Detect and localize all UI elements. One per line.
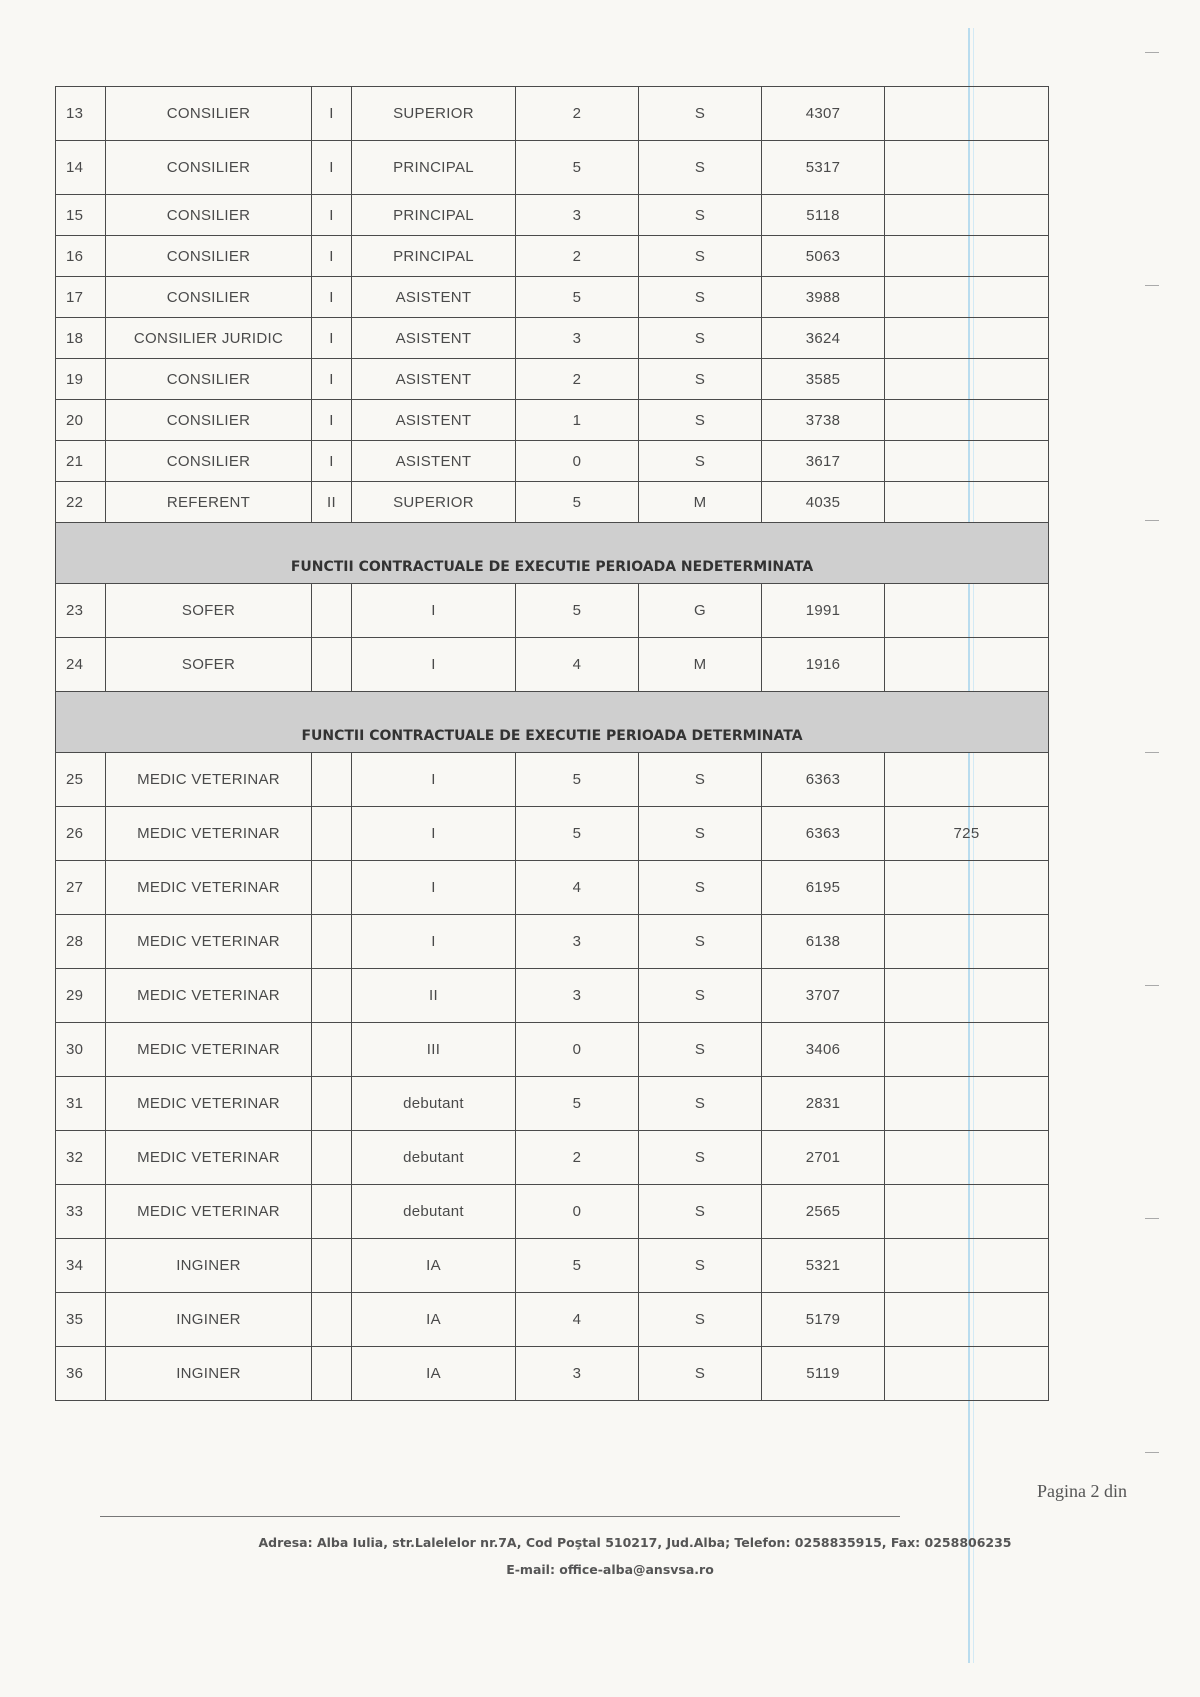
cell-grad: PRINCIPAL bbox=[352, 236, 516, 277]
cell-grad: ASISTENT bbox=[352, 318, 516, 359]
cell-gradatie: 2 bbox=[516, 359, 639, 400]
cell-nr: 35 bbox=[56, 1293, 106, 1347]
cell-extra bbox=[885, 87, 1049, 141]
cell-extra bbox=[885, 318, 1049, 359]
cell-gradatie: 3 bbox=[516, 1347, 639, 1401]
cell-nr: 28 bbox=[56, 915, 106, 969]
cell-functie: CONSILIER bbox=[106, 141, 312, 195]
cell-grad: debutant bbox=[352, 1185, 516, 1239]
cell-grad: I bbox=[352, 807, 516, 861]
cell-clasa: I bbox=[312, 441, 352, 482]
cell-salariu: 2831 bbox=[762, 1077, 885, 1131]
cell-studii: S bbox=[639, 1023, 762, 1077]
cell-functie: CONSILIER bbox=[106, 236, 312, 277]
table-row bbox=[56, 277, 1049, 318]
cell-clasa: I bbox=[312, 359, 352, 400]
table-row bbox=[56, 807, 1049, 861]
cell-studii: S bbox=[639, 969, 762, 1023]
cell-studii: S bbox=[639, 1347, 762, 1401]
section-header-row bbox=[56, 523, 1049, 584]
cell-nr: 20 bbox=[56, 400, 106, 441]
scan-mark bbox=[1145, 520, 1159, 521]
cell-gradatie: 4 bbox=[516, 861, 639, 915]
cell-nr: 23 bbox=[56, 584, 106, 638]
cell-extra bbox=[885, 1131, 1049, 1185]
cell-extra bbox=[885, 1293, 1049, 1347]
cell-studii: S bbox=[639, 1077, 762, 1131]
table-row bbox=[56, 1131, 1049, 1185]
cell-studii: M bbox=[639, 638, 762, 692]
cell-clasa: I bbox=[312, 141, 352, 195]
table-row bbox=[56, 236, 1049, 277]
cell-salariu: 3707 bbox=[762, 969, 885, 1023]
table-row bbox=[56, 1185, 1049, 1239]
cell-gradatie: 5 bbox=[516, 753, 639, 807]
table-row bbox=[56, 400, 1049, 441]
cell-gradatie: 5 bbox=[516, 807, 639, 861]
section-title: FUNCTII CONTRACTUALE DE EXECUTIE PERIOADA NEDETERMINATA bbox=[56, 523, 1049, 584]
cell-clasa bbox=[312, 1347, 352, 1401]
cell-studii: S bbox=[639, 318, 762, 359]
cell-gradatie: 5 bbox=[516, 141, 639, 195]
cell-clasa bbox=[312, 807, 352, 861]
cell-clasa: II bbox=[312, 482, 352, 523]
cell-extra bbox=[885, 753, 1049, 807]
cell-studii: S bbox=[639, 400, 762, 441]
cell-salariu: 3585 bbox=[762, 359, 885, 400]
table-row bbox=[56, 318, 1049, 359]
cell-salariu: 2701 bbox=[762, 1131, 885, 1185]
cell-clasa bbox=[312, 1239, 352, 1293]
cell-grad: debutant bbox=[352, 1131, 516, 1185]
cell-gradatie: 3 bbox=[516, 969, 639, 1023]
cell-salariu: 2565 bbox=[762, 1185, 885, 1239]
cell-studii: S bbox=[639, 1185, 762, 1239]
cell-nr: 25 bbox=[56, 753, 106, 807]
table-row bbox=[56, 861, 1049, 915]
cell-gradatie: 3 bbox=[516, 915, 639, 969]
cell-studii: S bbox=[639, 195, 762, 236]
cell-extra bbox=[885, 1239, 1049, 1293]
table-row bbox=[56, 584, 1049, 638]
cell-clasa bbox=[312, 584, 352, 638]
cell-functie: CONSILIER bbox=[106, 87, 312, 141]
salary-grid bbox=[55, 86, 1049, 1401]
cell-salariu: 6363 bbox=[762, 753, 885, 807]
cell-functie: CONSILIER bbox=[106, 195, 312, 236]
cell-clasa: I bbox=[312, 400, 352, 441]
cell-salariu: 5317 bbox=[762, 141, 885, 195]
cell-grad: ASISTENT bbox=[352, 400, 516, 441]
cell-functie: CONSILIER bbox=[106, 400, 312, 441]
cell-clasa bbox=[312, 915, 352, 969]
cell-salariu: 5063 bbox=[762, 236, 885, 277]
cell-nr: 15 bbox=[56, 195, 106, 236]
footer-email: E-mail: office-alba@ansvsa.ro bbox=[506, 1562, 714, 1577]
cell-nr: 14 bbox=[56, 141, 106, 195]
cell-gradatie: 1 bbox=[516, 400, 639, 441]
cell-clasa bbox=[312, 969, 352, 1023]
salary-table bbox=[55, 86, 1048, 1401]
cell-nr: 36 bbox=[56, 1347, 106, 1401]
cell-functie: MEDIC VETERINAR bbox=[106, 861, 312, 915]
footer-address: Adresa: Alba Iulia, str.Lalelelor nr.7A, Cod Poştal 510217, Jud.Alba; Telefon: 0258835915, Fax: 0258806235 bbox=[258, 1535, 1012, 1550]
cell-functie: CONSILIER JURIDIC bbox=[106, 318, 312, 359]
table-row bbox=[56, 915, 1049, 969]
cell-nr: 29 bbox=[56, 969, 106, 1023]
scan-mark bbox=[1145, 1452, 1159, 1453]
cell-extra bbox=[885, 1077, 1049, 1131]
cell-extra bbox=[885, 1347, 1049, 1401]
cell-grad: ASISTENT bbox=[352, 441, 516, 482]
cell-nr: 16 bbox=[56, 236, 106, 277]
cell-salariu: 5118 bbox=[762, 195, 885, 236]
cell-nr: 17 bbox=[56, 277, 106, 318]
cell-gradatie: 5 bbox=[516, 482, 639, 523]
table-row bbox=[56, 1347, 1049, 1401]
section-header-row bbox=[56, 692, 1049, 753]
cell-functie: MEDIC VETERINAR bbox=[106, 1023, 312, 1077]
cell-extra bbox=[885, 400, 1049, 441]
scan-mark bbox=[1145, 285, 1159, 286]
cell-clasa bbox=[312, 638, 352, 692]
cell-clasa bbox=[312, 1185, 352, 1239]
cell-clasa: I bbox=[312, 87, 352, 141]
cell-grad: IA bbox=[352, 1239, 516, 1293]
cell-extra bbox=[885, 861, 1049, 915]
cell-studii: S bbox=[639, 359, 762, 400]
cell-grad: SUPERIOR bbox=[352, 87, 516, 141]
cell-grad: ASISTENT bbox=[352, 277, 516, 318]
cell-clasa: I bbox=[312, 195, 352, 236]
cell-gradatie: 2 bbox=[516, 236, 639, 277]
cell-nr: 34 bbox=[56, 1239, 106, 1293]
cell-studii: S bbox=[639, 277, 762, 318]
cell-functie: MEDIC VETERINAR bbox=[106, 1077, 312, 1131]
cell-extra bbox=[885, 359, 1049, 400]
cell-extra bbox=[885, 195, 1049, 236]
cell-functie: CONSILIER bbox=[106, 277, 312, 318]
table-row bbox=[56, 141, 1049, 195]
table-row bbox=[56, 441, 1049, 482]
table-row bbox=[56, 1023, 1049, 1077]
cell-grad: PRINCIPAL bbox=[352, 141, 516, 195]
cell-nr: 31 bbox=[56, 1077, 106, 1131]
cell-grad: IA bbox=[352, 1293, 516, 1347]
cell-salariu: 6138 bbox=[762, 915, 885, 969]
cell-gradatie: 5 bbox=[516, 1077, 639, 1131]
cell-extra bbox=[885, 482, 1049, 523]
cell-salariu: 3406 bbox=[762, 1023, 885, 1077]
table-row bbox=[56, 1239, 1049, 1293]
cell-nr: 24 bbox=[56, 638, 106, 692]
cell-gradatie: 0 bbox=[516, 1023, 639, 1077]
cell-studii: S bbox=[639, 753, 762, 807]
cell-clasa: I bbox=[312, 318, 352, 359]
table-row bbox=[56, 195, 1049, 236]
cell-nr: 30 bbox=[56, 1023, 106, 1077]
cell-functie: MEDIC VETERINAR bbox=[106, 807, 312, 861]
cell-studii: S bbox=[639, 1293, 762, 1347]
cell-extra bbox=[885, 584, 1049, 638]
cell-clasa bbox=[312, 1131, 352, 1185]
cell-clasa bbox=[312, 1023, 352, 1077]
cell-gradatie: 5 bbox=[516, 584, 639, 638]
cell-grad: IA bbox=[352, 1347, 516, 1401]
cell-extra bbox=[885, 915, 1049, 969]
page-number: Pagina 2 din bbox=[1037, 1481, 1127, 1501]
cell-nr: 21 bbox=[56, 441, 106, 482]
cell-grad: II bbox=[352, 969, 516, 1023]
cell-studii: M bbox=[639, 482, 762, 523]
scan-mark bbox=[1145, 52, 1159, 53]
cell-functie: SOFER bbox=[106, 638, 312, 692]
cell-functie: INGINER bbox=[106, 1293, 312, 1347]
cell-grad: debutant bbox=[352, 1077, 516, 1131]
cell-salariu: 3738 bbox=[762, 400, 885, 441]
cell-studii: S bbox=[639, 441, 762, 482]
cell-salariu: 4307 bbox=[762, 87, 885, 141]
cell-functie: MEDIC VETERINAR bbox=[106, 1131, 312, 1185]
scan-mark bbox=[1145, 985, 1159, 986]
cell-clasa bbox=[312, 861, 352, 915]
cell-functie: MEDIC VETERINAR bbox=[106, 915, 312, 969]
cell-salariu: 4035 bbox=[762, 482, 885, 523]
cell-gradatie: 5 bbox=[516, 1239, 639, 1293]
table-row bbox=[56, 638, 1049, 692]
cell-grad: I bbox=[352, 638, 516, 692]
cell-functie: MEDIC VETERINAR bbox=[106, 753, 312, 807]
cell-extra bbox=[885, 638, 1049, 692]
cell-functie: INGINER bbox=[106, 1239, 312, 1293]
cell-salariu: 3624 bbox=[762, 318, 885, 359]
cell-salariu: 3617 bbox=[762, 441, 885, 482]
footer-divider bbox=[100, 1516, 900, 1517]
scan-mark bbox=[1145, 1218, 1159, 1219]
cell-grad: I bbox=[352, 584, 516, 638]
cell-studii: S bbox=[639, 861, 762, 915]
table-row bbox=[56, 359, 1049, 400]
table-row bbox=[56, 1077, 1049, 1131]
table-row bbox=[56, 969, 1049, 1023]
cell-grad: III bbox=[352, 1023, 516, 1077]
cell-functie: CONSILIER bbox=[106, 359, 312, 400]
cell-clasa: I bbox=[312, 236, 352, 277]
cell-studii: S bbox=[639, 236, 762, 277]
cell-extra bbox=[885, 141, 1049, 195]
cell-extra bbox=[885, 441, 1049, 482]
cell-salariu: 5321 bbox=[762, 1239, 885, 1293]
cell-salariu: 3988 bbox=[762, 277, 885, 318]
cell-functie: SOFER bbox=[106, 584, 312, 638]
cell-studii: S bbox=[639, 915, 762, 969]
table-row bbox=[56, 753, 1049, 807]
cell-functie: MEDIC VETERINAR bbox=[106, 969, 312, 1023]
cell-nr: 27 bbox=[56, 861, 106, 915]
cell-extra bbox=[885, 1023, 1049, 1077]
cell-gradatie: 3 bbox=[516, 318, 639, 359]
cell-salariu: 1991 bbox=[762, 584, 885, 638]
cell-grad: PRINCIPAL bbox=[352, 195, 516, 236]
cell-salariu: 6195 bbox=[762, 861, 885, 915]
cell-nr: 18 bbox=[56, 318, 106, 359]
cell-extra bbox=[885, 277, 1049, 318]
cell-studii: S bbox=[639, 87, 762, 141]
cell-salariu: 5119 bbox=[762, 1347, 885, 1401]
cell-extra bbox=[885, 236, 1049, 277]
cell-grad: I bbox=[352, 753, 516, 807]
cell-salariu: 5179 bbox=[762, 1293, 885, 1347]
cell-studii: S bbox=[639, 1239, 762, 1293]
cell-clasa bbox=[312, 753, 352, 807]
cell-grad: ASISTENT bbox=[352, 359, 516, 400]
cell-functie: CONSILIER bbox=[106, 441, 312, 482]
cell-nr: 22 bbox=[56, 482, 106, 523]
table-row bbox=[56, 87, 1049, 141]
cell-grad: I bbox=[352, 915, 516, 969]
cell-nr: 33 bbox=[56, 1185, 106, 1239]
scan-mark bbox=[1145, 752, 1159, 753]
cell-nr: 19 bbox=[56, 359, 106, 400]
cell-extra: 725 bbox=[885, 807, 1049, 861]
cell-clasa: I bbox=[312, 277, 352, 318]
cell-gradatie: 2 bbox=[516, 1131, 639, 1185]
cell-grad: SUPERIOR bbox=[352, 482, 516, 523]
cell-grad: I bbox=[352, 861, 516, 915]
cell-gradatie: 5 bbox=[516, 277, 639, 318]
cell-studii: G bbox=[639, 584, 762, 638]
cell-nr: 26 bbox=[56, 807, 106, 861]
cell-salariu: 1916 bbox=[762, 638, 885, 692]
cell-clasa bbox=[312, 1293, 352, 1347]
cell-studii: S bbox=[639, 1131, 762, 1185]
cell-gradatie: 0 bbox=[516, 441, 639, 482]
cell-extra bbox=[885, 1185, 1049, 1239]
cell-studii: S bbox=[639, 807, 762, 861]
cell-functie: INGINER bbox=[106, 1347, 312, 1401]
table-row bbox=[56, 1293, 1049, 1347]
cell-salariu: 6363 bbox=[762, 807, 885, 861]
cell-nr: 32 bbox=[56, 1131, 106, 1185]
table-row bbox=[56, 482, 1049, 523]
section-title: FUNCTII CONTRACTUALE DE EXECUTIE PERIOADA DETERMINATA bbox=[56, 692, 1049, 753]
cell-functie: MEDIC VETERINAR bbox=[106, 1185, 312, 1239]
cell-extra bbox=[885, 969, 1049, 1023]
cell-functie: REFERENT bbox=[106, 482, 312, 523]
cell-clasa bbox=[312, 1077, 352, 1131]
cell-gradatie: 4 bbox=[516, 638, 639, 692]
cell-gradatie: 4 bbox=[516, 1293, 639, 1347]
cell-gradatie: 3 bbox=[516, 195, 639, 236]
cell-gradatie: 2 bbox=[516, 87, 639, 141]
cell-studii: S bbox=[639, 141, 762, 195]
cell-nr: 13 bbox=[56, 87, 106, 141]
cell-gradatie: 0 bbox=[516, 1185, 639, 1239]
